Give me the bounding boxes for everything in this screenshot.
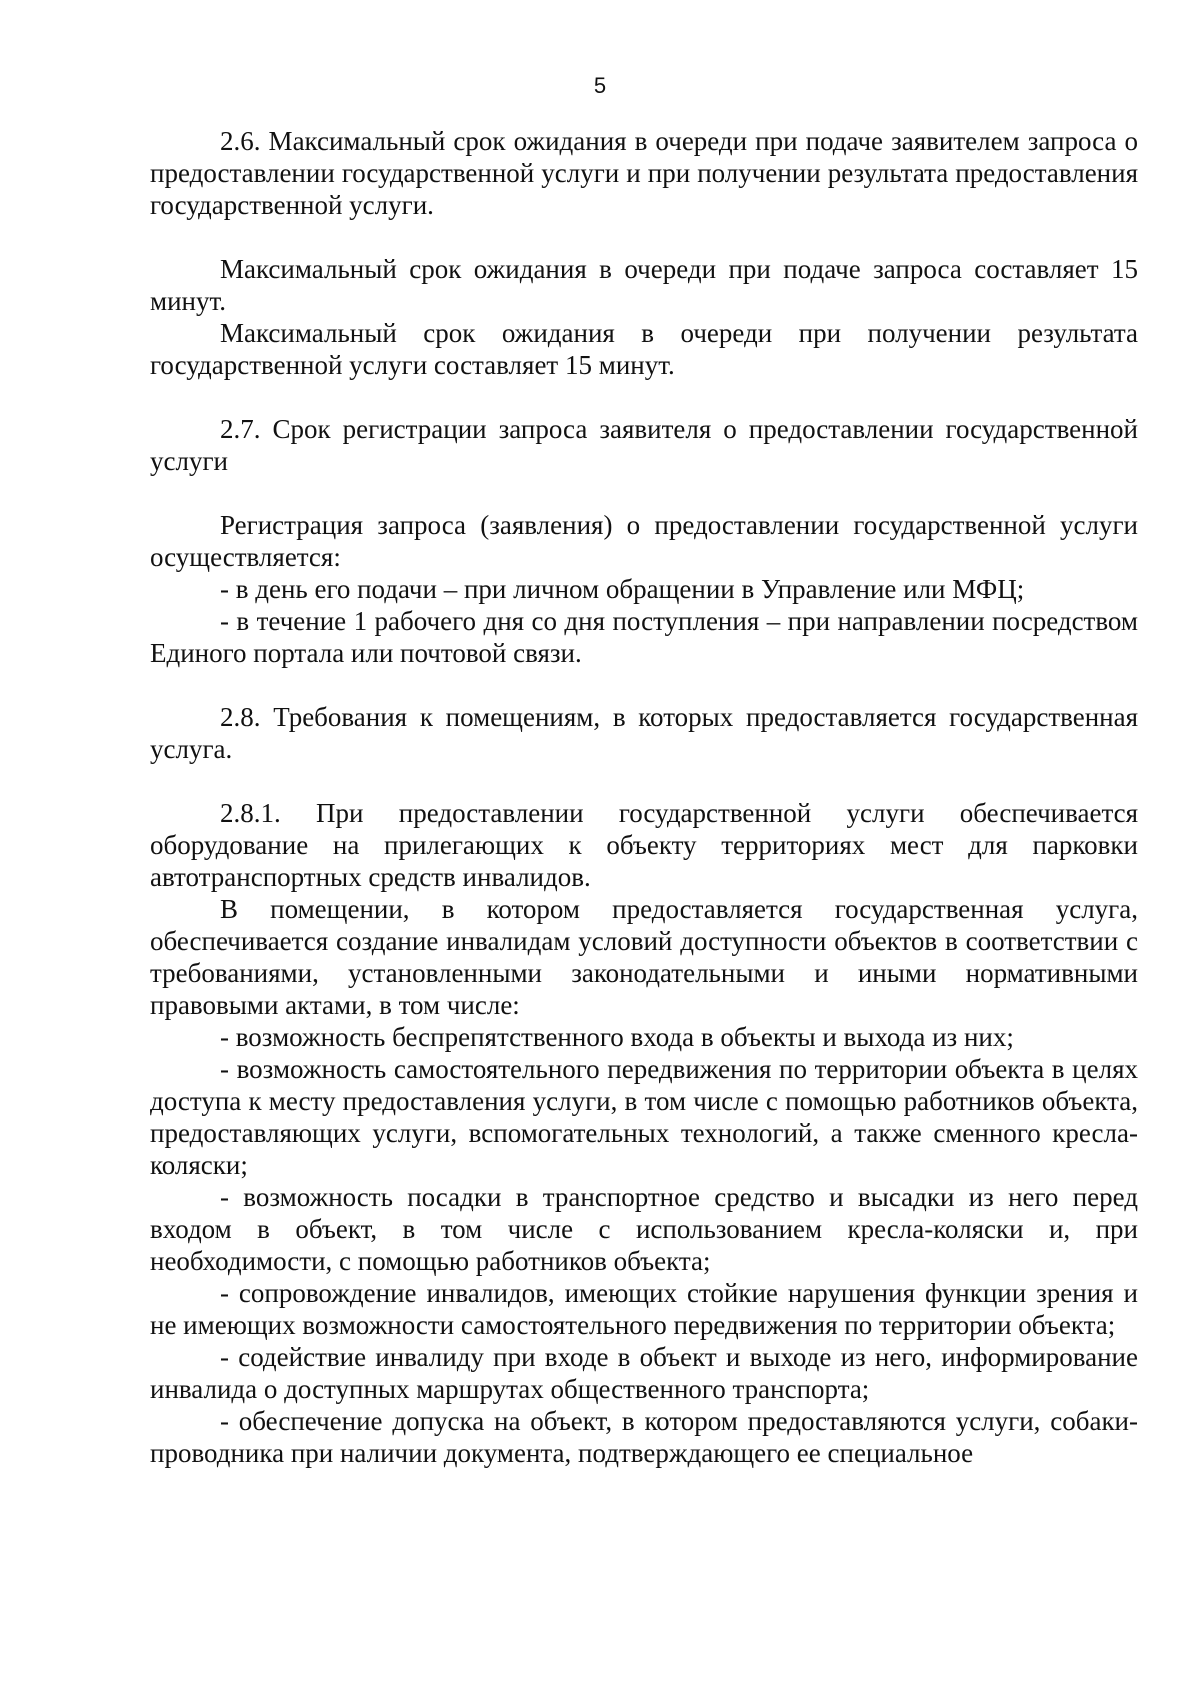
section-2-8-1-paragraph: 2.8.1. При предоставлении государственной услуги обеспечивается оборудование на прилегающих к объекту территориях мест для парковки автотранспортных средств инвалидов. <box>150 798 1138 892</box>
section-2-7-heading: 2.7. Срок регистрации запроса заявителя о предоставлении государственной услуги <box>150 414 1138 476</box>
list-item-movement: - возможность самостоятельного передвижения по территории объекта в целях доступа к месту предоставления услуги, в том числе с помощью работников объекта, предоставляющих услуги, вспомогательных технологий, а также сменного кресла-коляски; <box>150 1054 1138 1180</box>
list-item-entry-exit: - возможность беспрепятственного входа в объекты и выхода из них; <box>220 1022 1014 1052</box>
paragraph-queue-result: Максимальный срок ожидания в очереди при получении результата государственной услуги составляет 15 минут. <box>150 318 1138 380</box>
paragraph-registration: Регистрация запроса (заявления) о предоставлении государственной услуги осуществляется: <box>150 510 1138 572</box>
section-2-8-heading: 2.8. Требования к помещениям, в которых предоставляется государственная услуга. <box>150 702 1138 764</box>
list-item-registration-online: - в течение 1 рабочего дня со дня поступления – при направлении посредством Единого портала или почтовой связи. <box>150 606 1138 668</box>
document-body <box>150 125 1138 1469</box>
list-item-guide-dog: - обеспечение допуска на объект, в котором предоставляются услуги, собаки-проводника при наличии документа, подтверждающего ее специальное <box>150 1406 1138 1468</box>
list-item-vehicle-boarding: - возможность посадки в транспортное средство и высадки из него перед входом в объект, в том числе с использованием кресла-коляски и, при необходимости, с помощью работников объекта; <box>150 1182 1138 1276</box>
list-item-escort: - сопровождение инвалидов, имеющих стойкие нарушения функции зрения и не имеющих возможности самостоятельного передвижения по территории объекта; <box>150 1278 1138 1340</box>
paragraph-queue-submit: Максимальный срок ожидания в очереди при подаче запроса составляет 15 минут. <box>150 254 1138 316</box>
list-item-registration-in-person: - в день его подачи – при личном обращении в Управление или МФЦ; <box>220 574 1025 604</box>
section-2-6-heading: 2.6. Максимальный срок ожидания в очереди при подаче заявителем запроса о предоставлении государственной услуги и при получении результата предоставления государственной услуги. <box>150 126 1138 220</box>
paragraph-accessibility-conditions: В помещении, в котором предоставляется государственная услуга, обеспечивается создание инвалидам условий доступности объектов в соответствии с требованиями, установленными законодательными и иными нормативными правовыми актами, в том числе: <box>150 894 1138 1020</box>
list-item-assistance: - содействие инвалиду при входе в объект и выходе из него, информирование инвалида о доступных маршрутах общественного транспорта; <box>150 1342 1138 1404</box>
page-number: 5 <box>593 73 607 98</box>
